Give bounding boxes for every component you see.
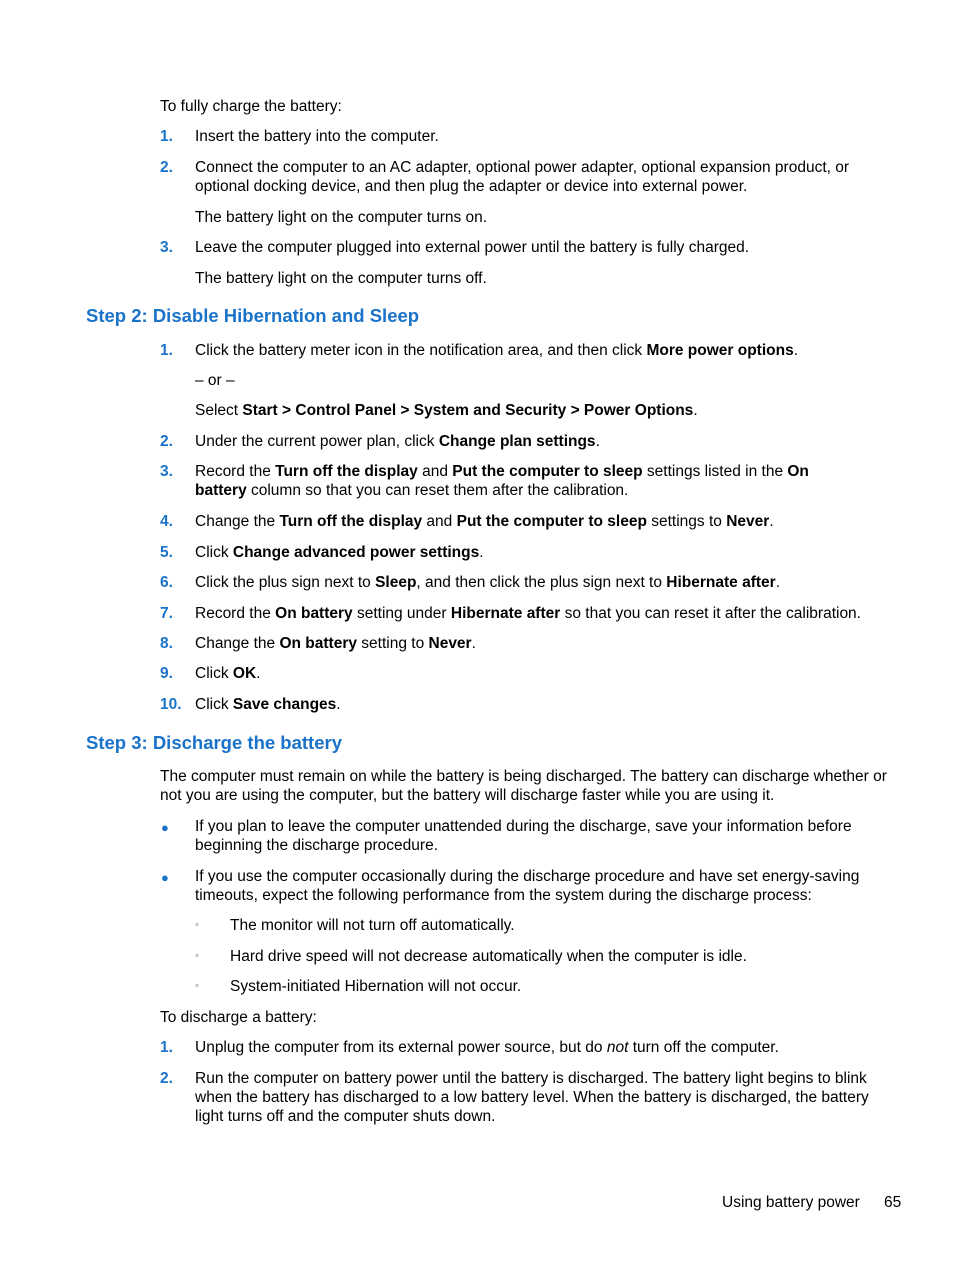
step-number: 9. [160,665,173,682]
step-text: Leave the computer plugged into external power until the battery is fully charged. [195,239,750,256]
step-note: The battery light on the computer turns off. [195,270,487,287]
step-text: Unplug the computer from its external power source, but do not turn off the computer. [195,1039,779,1056]
step-number: 1. [160,1039,173,1056]
discharge-lead: To discharge a battery: [160,1009,317,1026]
step-text: Run the computer on battery power until the battery is discharged. The battery light begins to blink when the battery has discharged to a low battery level. When the battery is discharged, the battery light turns off and the computer shuts down. [195,1070,869,1125]
step-text: Select Start > Control Panel > System and Security > Power Options. [195,402,698,419]
sub-bullet-icon: ◦ [195,980,199,992]
step-number: 3. [160,239,173,256]
sub-bullet-text: Hard drive speed will not decrease automatically when the computer is idle. [230,948,747,965]
step-number: 1. [160,128,173,145]
step-number: 2. [160,1070,173,1087]
sub-bullet-text: System-initiated Hibernation will not occur. [230,978,522,995]
step-number: 2. [160,433,173,450]
intro-lead: To fully charge the battery: [160,98,342,115]
sub-bullet-icon: ◦ [195,919,199,931]
step-number: 1. [160,342,173,359]
step-text: Click the plus sign next to Sleep, and then click the plus sign next to Hibernate after. [195,574,781,591]
section-heading-step2: Step 2: Disable Hibernation and Sleep [86,305,420,326]
bullet-text: If you use the computer occasionally during the discharge procedure and have set energy-saving timeouts, expect the following performance from the system during the discharge process: [195,868,860,904]
step-text: Under the current power plan, click Change plan settings. [195,433,600,450]
footer-section-title: Using battery power [722,1194,860,1211]
step-text: Change the On battery setting to Never. [195,635,476,652]
bullet-icon: ● [161,820,169,835]
step-text: Click Change advanced power settings. [195,544,484,561]
bullet-icon: ● [161,870,169,885]
step-text: Click the battery meter icon in the notification area, and then click More power options. [195,342,799,359]
step-text: Click Save changes. [195,696,341,713]
section-heading-step3: Step 3: Discharge the battery [86,732,342,753]
step-text: Record the On battery setting under Hibernate after so that you can reset it after the calibration. [195,605,861,622]
or-separator: – or – [195,372,235,389]
step-text: Insert the battery into the computer. [195,128,439,145]
step-number: 10. [160,696,182,713]
step-number: 6. [160,574,173,591]
step-text: Connect the computer to an AC adapter, optional power adapter, optional expansion product, or optional docking device, and then plug the adapter or device into external power. [195,159,850,195]
step-number: 2. [160,159,173,176]
step-number: 7. [160,605,173,622]
step-number: 8. [160,635,173,652]
step-text: Click OK. [195,665,261,682]
step-text: Record the Turn off the display and Put the computer to sleep settings listed in the On battery column so that you can reset them after the calibration. [195,463,809,499]
step-number: 5. [160,544,173,561]
sub-bullet-icon: ◦ [195,950,199,962]
bullet-text: If you plan to leave the computer unattended during the discharge, save your information before beginning the discharge procedure. [195,818,852,854]
page-number: 65 [884,1194,902,1211]
step-text: Change the Turn off the display and Put the computer to sleep settings to Never. [195,513,774,530]
step-number: 4. [160,513,173,530]
step-note: The battery light on the computer turns on. [195,209,488,226]
section-intro: The computer must remain on while the battery is being discharged. The battery can discharge whether or not you are using the computer, but the battery will discharge faster while you are using it. [160,768,887,804]
sub-bullet-text: The monitor will not turn off automatically. [230,917,515,934]
step-number: 3. [160,463,173,480]
